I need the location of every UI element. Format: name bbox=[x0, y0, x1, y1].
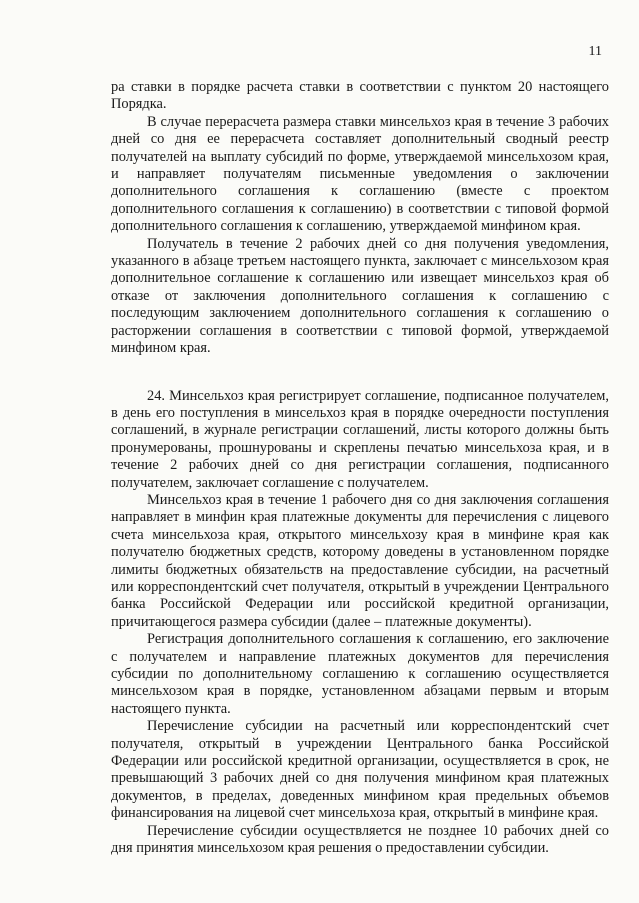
paragraph-transfer-terms: Перечисление субсидии на расчетный или корреспондентский счет получателя, открытый в учреждении Центрального банка Российской Федерации или российской кредитной организации, осуществляется в срок, не превышающий 3 рабочих дней со дня получения минфином края платежных документов, в пределах, доведенных минфином края предельных объемов финансирования на лицевой счет минсельхоза края, открытый в минфине края. bbox=[111, 718, 609, 822]
paragraph-recipient-response: Получатель в течение 2 рабочих дней со дня получения уведомления, указанного в абзаце третьем настоящего пункта, заключает с минсельхозом края дополнительное соглашение к соглашению или извещает минсельхоз края об отказе от заключения дополнительного соглашения к соглашению с последующим заключением дополнительного соглашения к соглашению о расторжении соглашения в соответствии с типовой формой, утверждаемой минфином края. bbox=[111, 235, 609, 357]
paragraph-transfer-deadline: Перечисление субсидии осуществляется не позднее 10 рабочих дней со дня принятия минсельхозом края решения о предоставлении субсидии. bbox=[111, 822, 609, 857]
section-gap bbox=[111, 358, 609, 388]
paragraph-additional-agreement: Регистрация дополнительного соглашения к соглашению, его заключение с получателем и направление платежных документов для перечисления субсидии по дополнительному соглашению к соглашению осуществляется минсельхозом края в порядке, установленном абзацами первым и вторым настоящего пункта. bbox=[111, 631, 609, 717]
paragraph-continuation: ра ставки в порядке расчета ставки в соответствии с пунктом 20 настоящего Порядка. bbox=[111, 79, 609, 113]
document-body bbox=[111, 79, 609, 857]
paragraph-item-24: 24. Минсельхоз края регистрирует соглашение, подписанное получателем, в день его поступления в минсельхоз края в порядке очередности поступления соглашений, в журнале регистрации соглашений, листы которого должны быть пронумерованы, прошнурованы и скреплены печатью минсельхоза края, и в течение 2 рабочих дней со дня регистрации соглашения, подписанного получателем, заключает соглашение с получателем. bbox=[111, 387, 609, 491]
paragraph-recalculation: В случае перерасчета размера ставки минсельхоз края в течение 3 рабочих дней со дня ее перерасчета составляет дополнительный сводный реестр получателей на выплату субсидий по форме, утверждаемой минсельхозом края, и направляет получателям письменные уведомления о заключении дополнительного соглашения к соглашению (вместе с проектом дополнительного соглашения к соглашению) в соответствии с типовой формой дополнительного соглашения к соглашению, утверждаемой минфином края. bbox=[111, 113, 609, 235]
page-number: 11 bbox=[588, 44, 602, 59]
paragraph-payment-documents: Минсельхоз края в течение 1 рабочего дня со дня заключения соглашения направляет в минфин края платежные документы для перечисления с лицевого счета минсельхоза края, открытого минсельхозу края в минфине края как получателю бюджетных средств, которому доведены в установленном порядке лимиты бюджетных обязательств на предоставление субсидии, на расчетный или корреспондентский счет получателя, открытый в учреждении Центрального банка Российской Федерации или российской кредитной организации, причитающегося размера субсидии (далее – платежные документы). bbox=[111, 491, 609, 630]
